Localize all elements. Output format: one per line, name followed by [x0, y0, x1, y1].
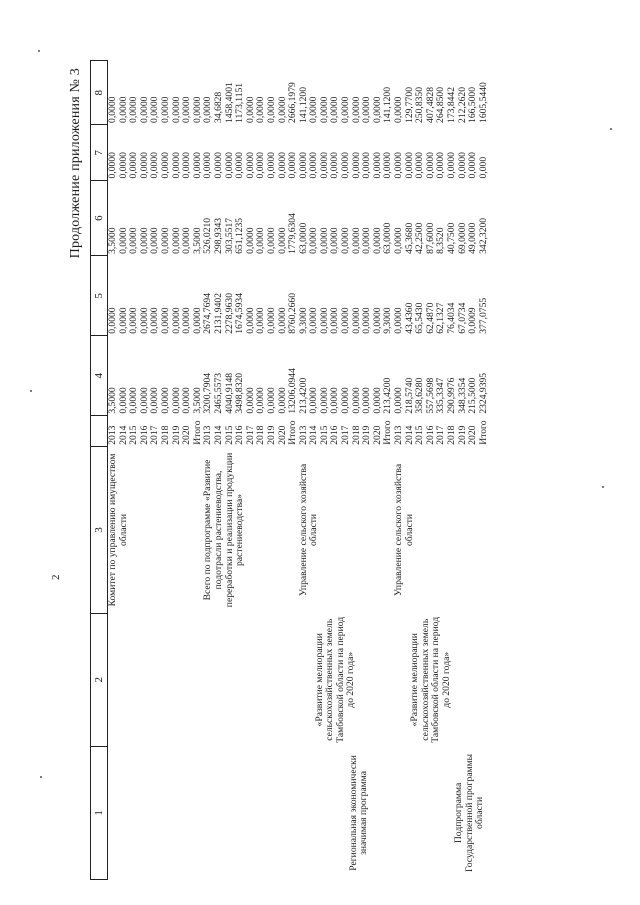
- header-col-2-split: 2: [50, 574, 62, 580]
- value-col-7: 0,0000 0,0000 0,0000 0,0000 0,0000 0,0000 0,0000 0,0000 0,0000: [297, 152, 394, 179]
- value-col-4: 0,0000 218,5740 358,6280 557,5698 335,3347 290,9976 348,3354 215,5000 2324,9395: [393, 372, 489, 414]
- years: 2013 2014 2015 2016 2017 2018 2019 2020 Итого: [202, 420, 299, 445]
- value-col-8: 141,1200 0,0000 0,0000 0,0000 0,0000 0,0000 0,0000 0,0000 141,1200: [297, 86, 394, 123]
- scan-speck: [30, 390, 32, 392]
- header-col-8: 8: [91, 61, 108, 125]
- scan-speck: [38, 50, 40, 52]
- years: 2013 2014 2015 2016 2017 2018 2019 2020 Итого: [107, 420, 203, 445]
- program-type: Региональная экономически значимая программа: [347, 755, 370, 871]
- value-col-5: 9,3000 0,0000 0,0000 0,0000 0,0000 0,0000 0,0000 0,0000 9,3000: [297, 307, 394, 334]
- scan-speck: [40, 776, 42, 778]
- table-row: [108, 61, 204, 880]
- executor: Управление сельского хозяйства области: [297, 463, 320, 597]
- program-name: [108, 613, 204, 746]
- header-col-4: 4: [91, 336, 108, 416]
- table-row: [299, 61, 394, 880]
- value-col-6: 526,0210 298,9343 303,5517 651,1235 0,0000 0,0000 0,0000 0,0000 1779,6304: [202, 213, 299, 254]
- value-col-4: 3200,7904 2465,5573 4040,9148 3498,8320 0,0000 0,0000 0,0000 0,0000 13206,0944: [202, 368, 299, 414]
- years: 2013 2014 2015 2016 2017 2018 2019 2020 Итого: [393, 420, 489, 445]
- value-col-8: 0,0000 129,7700 250,8350 407,4828 264,8500 173,8442 212,2620 166,5000 1605,5440: [393, 82, 489, 123]
- header-col-year: [91, 416, 108, 447]
- value-col-7: 0,0000 0,0000 0,0000 0,0000 0,0000 0,0000 0,0000 0,0000 0,0000: [107, 152, 203, 179]
- years: 2013 2014 2015 2016 2017 2018 2019 2020 Итого: [297, 420, 394, 445]
- program-name: [203, 613, 298, 746]
- value-col-4: 3,5000 0,0000 0,0000 0,0000 0,0000 0,0000 0,0000 0,0000 3,5000: [107, 387, 203, 414]
- value-col-8: 0,0000 0,0000 0,0000 0,0000 0,0000 0,0000 0,0000 0,0000 0,0000: [107, 96, 203, 123]
- appendix-caption: Продолжение приложения № 3: [68, 68, 83, 259]
- executor: Управление сельского хозяйства области: [393, 463, 415, 597]
- value-col-5: 0,0000 43,4360 65,5430 62,4870 62,1327 76,4034 67,0734 0,0009 377,0755: [393, 297, 489, 334]
- rotated-table-frame: [50, 60, 624, 880]
- program-type: [108, 746, 204, 879]
- program-name: «Развитие мелиорации сельскохозяйственных земель Тамбовской области на период до 2020 года»: [409, 616, 452, 743]
- budget-table: [90, 60, 489, 880]
- program-type: [203, 746, 298, 879]
- value-col-5: 2674,7694 2131,9402 2278,9630 1674,5934 0,0000 0,0000 0,0000 0,0000 8760,2660: [202, 293, 299, 334]
- header-col-1: 1: [91, 746, 108, 879]
- program-name: «Развитие мелиорации сельскохозяйственных земель Тамбовской области на период до 2020 года»: [313, 616, 357, 743]
- value-col-5: 0,0000 0,0000 0,0000 0,0000 0,0000 0,0000 0,0000 0,0000 0,0000: [107, 307, 203, 334]
- header-col-7: 7: [91, 125, 108, 180]
- table-row: [203, 61, 298, 880]
- value-col-6: 0,0000 45,3680 42,2500 87,6000 8,3520 40,7500 69,0000 49,0000 342,3200: [393, 217, 489, 254]
- value-col-6: 63,0000 0,0000 0,0000 0,0000 0,0000 0,0000 0,0000 0,0000 63,0000: [297, 222, 394, 254]
- value-col-4: 213,4200 0,0000 0,0000 0,0000 0,0000 0,0000 0,0000 0,0000 213,4200: [297, 377, 394, 414]
- subprogram-total-label: Всего по подпрограмме «Развитие подотрасли растениеводства, переработки и реализации продукции растениеводства»: [202, 452, 246, 608]
- table-row: [394, 61, 489, 880]
- header-col-2: 2: [91, 613, 108, 746]
- program-type: Подпрограмма Государственной программы области: [453, 753, 486, 872]
- value-col-6: 3,5000 0,0000 0,0000 0,0000 0,0000 0,0000 0,0000 0,0000 3,5000: [107, 227, 203, 254]
- header-col-6: 6: [91, 180, 108, 255]
- header-col-3: 3: [91, 447, 108, 613]
- header-row: [91, 61, 108, 880]
- value-col-8: 0,0000 34,6828 1458,4001 1173,1151 0,0000 0,0000 0,0000 0,0000 2666,1979: [202, 82, 299, 123]
- value-col-7: 0,0000 0,0000 0,0000 0,0000 0,0000 0,0000 0,0000 0,0000 0,0000: [202, 152, 299, 179]
- header-col-5: 5: [91, 256, 108, 336]
- executor: Комитет по управлению имуществом области: [107, 453, 129, 607]
- value-col-7: 0,0000 0,0000 0,0000 0,0000 0,0000 0,0000 0,0000 0,0000 0,000: [393, 152, 489, 179]
